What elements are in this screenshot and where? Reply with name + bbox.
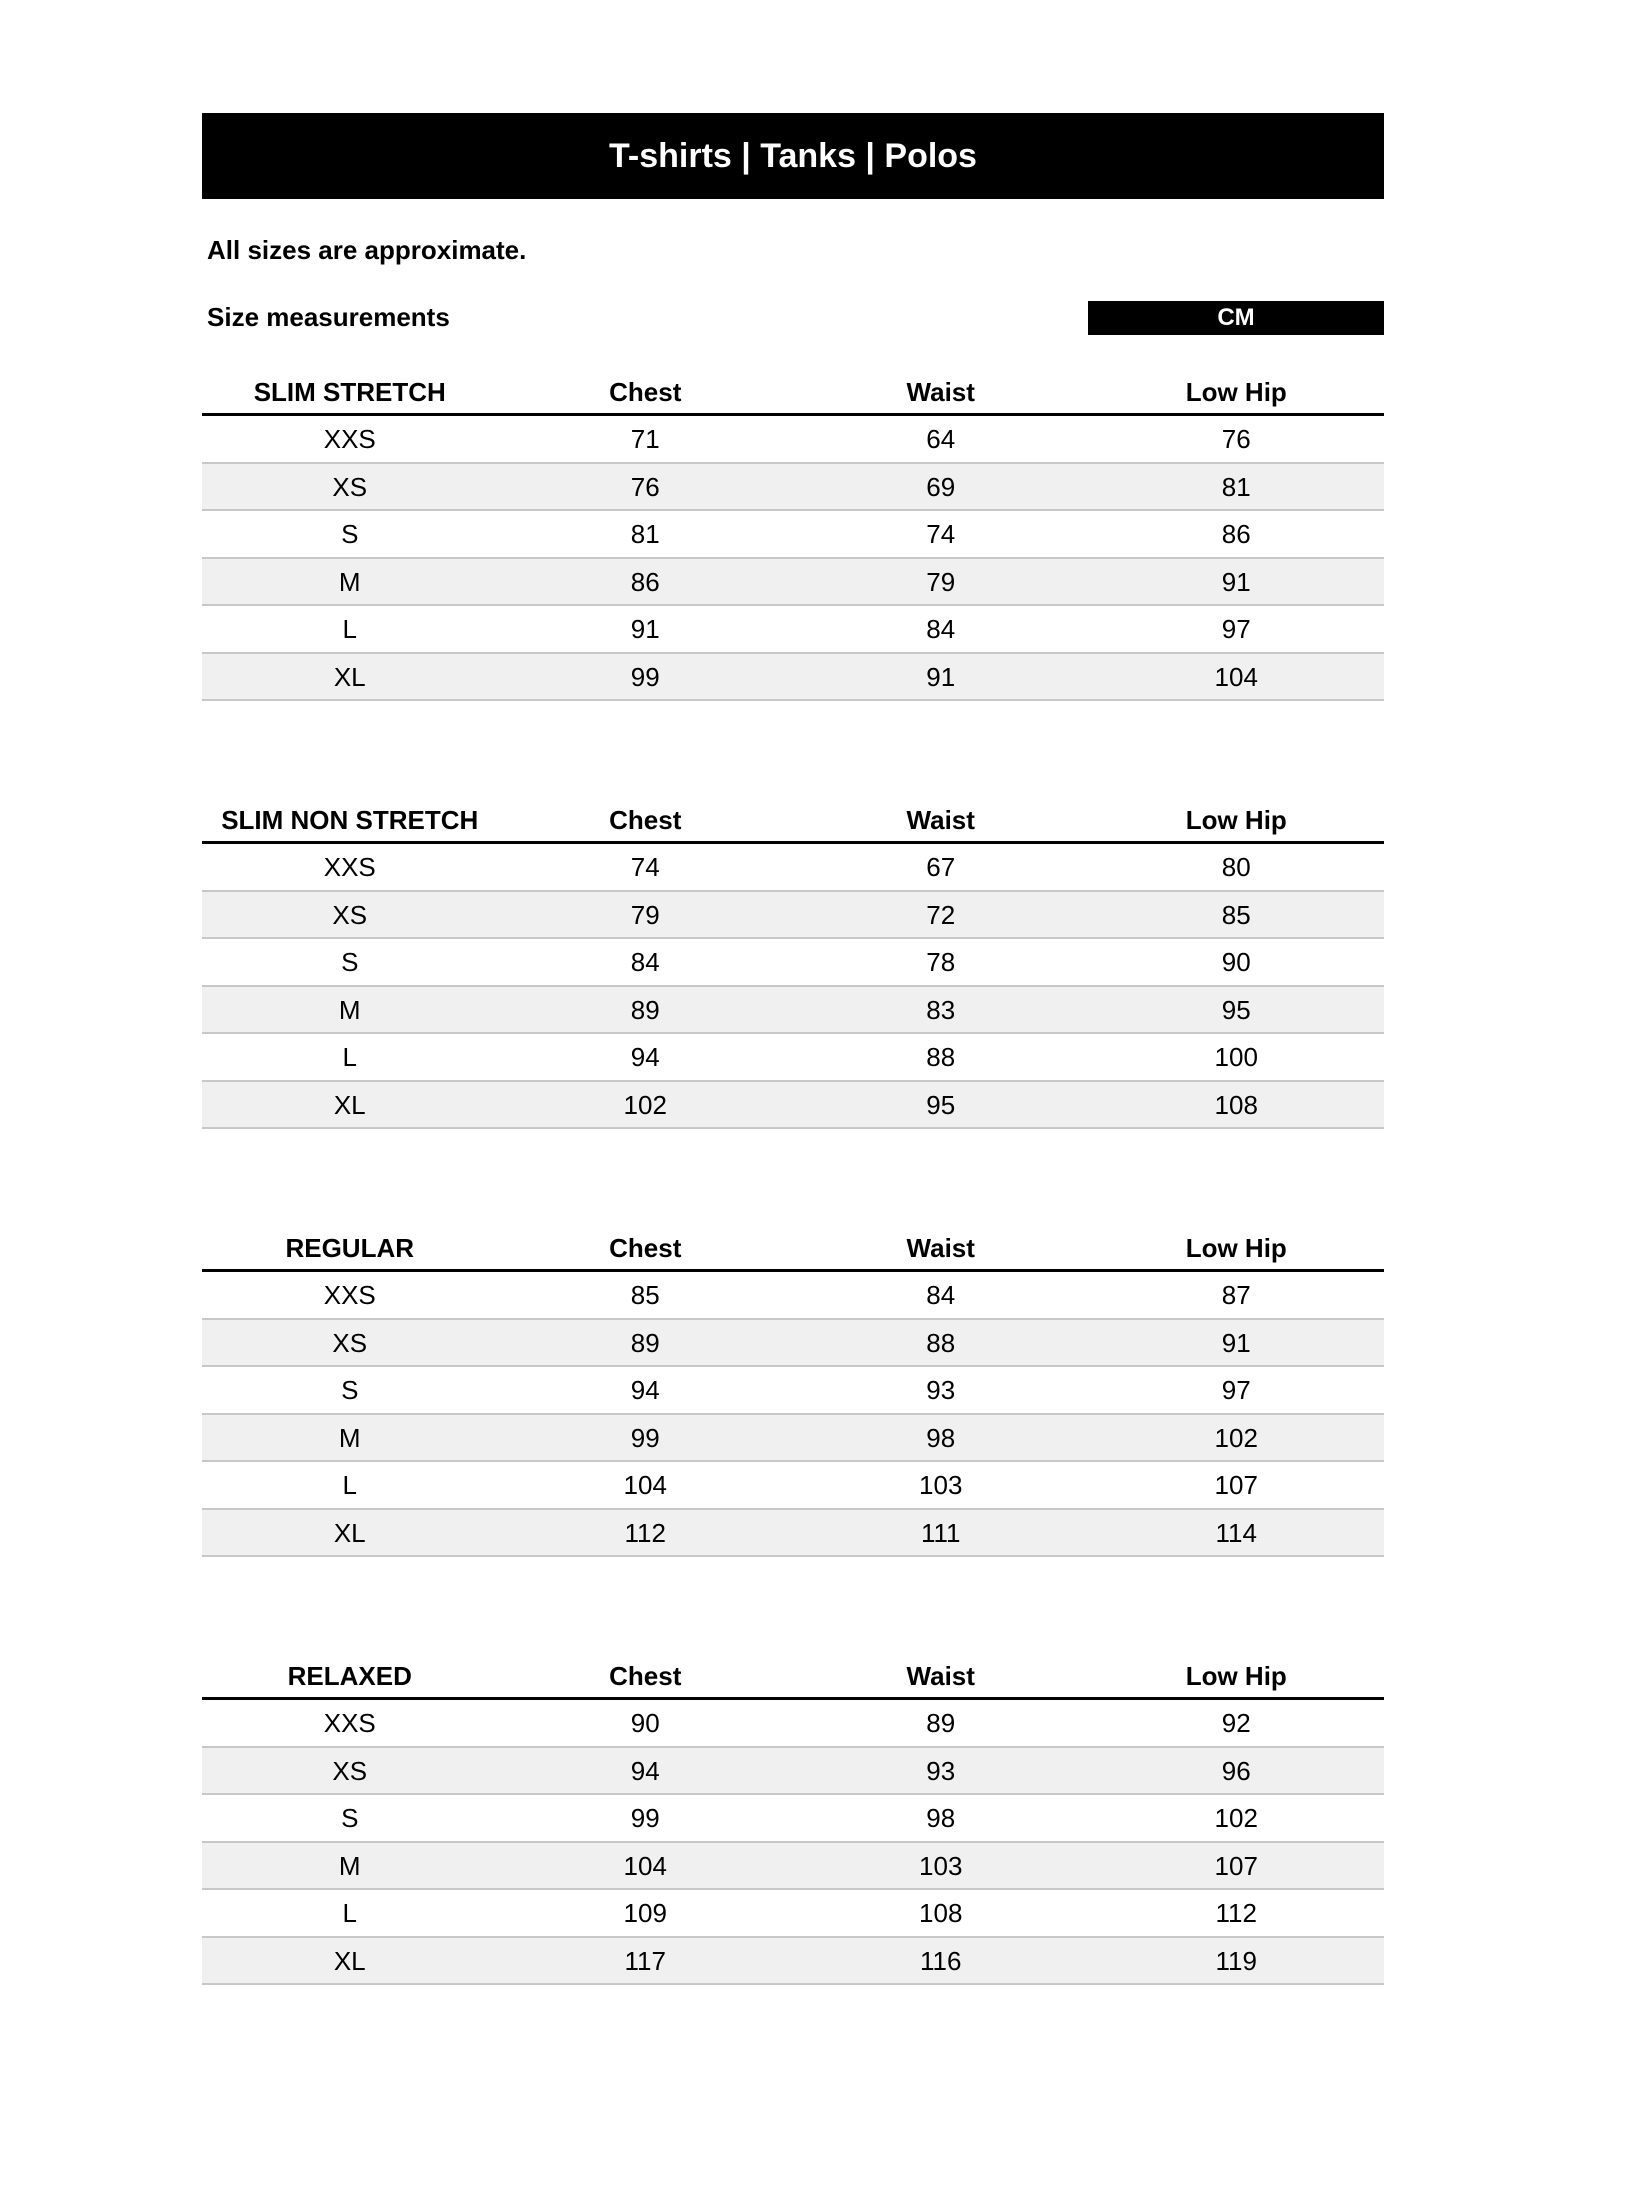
table-row [202, 1748, 1384, 1796]
size-table-regular [202, 1228, 1384, 1557]
table-header-row [202, 1228, 1384, 1272]
low-hip-cell: 97 [1221, 1375, 1251, 1405]
waist-cell: 103 [919, 1850, 963, 1881]
size-cell: M [338, 1422, 361, 1453]
low-hip-cell: 104 [1214, 661, 1258, 692]
chest-cell: 86 [630, 566, 660, 597]
fit-name-header: SLIM NON STRETCH [221, 805, 479, 835]
size-cell: XL [333, 1517, 366, 1548]
fit-name-header: SLIM STRETCH [253, 377, 446, 407]
chest-cell: 102 [623, 1089, 667, 1120]
table-row [202, 416, 1384, 464]
low-hip-cell: 102 [1214, 1422, 1258, 1453]
waist-cell: 67 [926, 852, 956, 882]
table-row [202, 1034, 1384, 1082]
low-hip-cell: 80 [1221, 852, 1251, 882]
size-cell: XS [332, 471, 368, 502]
waist-cell: 88 [926, 1042, 956, 1072]
size-cell: M [338, 1850, 361, 1881]
chest-cell: 81 [630, 519, 660, 549]
table-header-row [202, 800, 1384, 844]
chest-cell: 112 [624, 1517, 666, 1548]
table-row [202, 559, 1384, 607]
table-row [202, 1272, 1384, 1320]
low-hip-header: Low Hip [1185, 1661, 1287, 1691]
low-hip-header: Low Hip [1185, 1233, 1287, 1263]
table-row [202, 939, 1384, 987]
low-hip-cell: 76 [1221, 424, 1251, 454]
low-hip-cell: 100 [1214, 1042, 1258, 1072]
waist-cell: 108 [919, 1898, 963, 1928]
table-header-row [202, 1656, 1384, 1700]
fit-name-header: REGULAR [285, 1233, 415, 1263]
unit-label: CM [1217, 304, 1255, 331]
low-hip-cell: 112 [1215, 1898, 1257, 1928]
waist-header: Waist [906, 377, 975, 407]
table-row [202, 1082, 1384, 1130]
page-title: T-shirts | Tanks | Polos [609, 136, 977, 175]
waist-cell: 88 [926, 1327, 956, 1358]
waist-cell: 103 [919, 1470, 963, 1500]
waist-cell: 84 [926, 614, 956, 644]
waist-cell: 111 [920, 1517, 961, 1548]
chest-cell: 117 [624, 1945, 666, 1976]
table-row [202, 464, 1384, 512]
chest-cell: 89 [630, 994, 660, 1025]
table-row [202, 987, 1384, 1035]
table-row [202, 1510, 1384, 1558]
table-row [202, 1938, 1384, 1986]
waist-cell: 78 [926, 947, 956, 977]
waist-cell: 95 [926, 1089, 956, 1120]
chest-cell: 94 [630, 1042, 660, 1072]
chest-header: Chest [609, 1661, 682, 1691]
low-hip-cell: 96 [1221, 1755, 1251, 1786]
table-row [202, 1843, 1384, 1891]
size-cell: XXS [323, 1708, 376, 1738]
fit-name-header: RELAXED [287, 1661, 412, 1691]
chest-header: Chest [609, 805, 682, 835]
waist-cell: 98 [926, 1422, 956, 1453]
low-hip-cell: 85 [1221, 899, 1251, 930]
low-hip-header: Low Hip [1185, 377, 1287, 407]
unit-badge [1088, 301, 1384, 335]
size-cell: XXS [323, 1280, 376, 1310]
size-cell: S [341, 1375, 359, 1405]
table-row [202, 1890, 1384, 1938]
low-hip-cell: 86 [1221, 519, 1251, 549]
low-hip-cell: 107 [1214, 1470, 1258, 1500]
waist-cell: 93 [926, 1375, 956, 1405]
size-table-slim-non-stretch [202, 800, 1384, 1129]
waist-header: Waist [906, 1661, 975, 1691]
low-hip-cell: 91 [1221, 1327, 1251, 1358]
low-hip-cell: 102 [1214, 1803, 1258, 1833]
size-table-relaxed [202, 1656, 1384, 1985]
chest-cell: 104 [623, 1850, 667, 1881]
waist-cell: 91 [926, 661, 956, 692]
low-hip-cell: 87 [1221, 1280, 1251, 1310]
low-hip-cell: 81 [1221, 471, 1251, 502]
low-hip-cell: 91 [1221, 566, 1251, 597]
size-cell: L [342, 1042, 357, 1072]
waist-cell: 89 [926, 1708, 956, 1738]
size-cell: S [341, 947, 359, 977]
waist-cell: 84 [926, 1280, 956, 1310]
size-cell: XS [332, 899, 368, 930]
low-hip-cell: 114 [1215, 1517, 1257, 1548]
table-row [202, 606, 1384, 654]
chest-header: Chest [609, 377, 682, 407]
table-row [202, 654, 1384, 702]
chest-cell: 94 [630, 1375, 660, 1405]
chest-cell: 71 [630, 424, 660, 454]
chest-cell: 104 [623, 1470, 667, 1500]
table-row [202, 1320, 1384, 1368]
waist-cell: 74 [926, 519, 956, 549]
table-row [202, 892, 1384, 940]
chest-cell: 91 [630, 614, 660, 644]
waist-cell: 72 [926, 899, 956, 930]
size-cell: S [341, 1803, 359, 1833]
low-hip-cell: 107 [1214, 1850, 1258, 1881]
waist-cell: 116 [920, 1945, 962, 1976]
waist-header: Waist [906, 1233, 975, 1263]
low-hip-cell: 97 [1221, 614, 1251, 644]
low-hip-cell: 92 [1221, 1708, 1251, 1738]
waist-cell: 69 [926, 471, 956, 502]
size-cell: L [342, 614, 357, 644]
table-row [202, 1367, 1384, 1415]
table-row [202, 1795, 1384, 1843]
size-cell: XXS [323, 424, 376, 454]
size-cell: XS [332, 1327, 368, 1358]
low-hip-header: Low Hip [1185, 805, 1287, 835]
table-header-row [202, 372, 1384, 416]
waist-cell: 83 [926, 994, 956, 1025]
size-cell: XL [333, 1945, 366, 1976]
table-row [202, 1462, 1384, 1510]
chest-cell: 76 [630, 471, 660, 502]
chest-cell: 74 [630, 852, 660, 882]
size-cell: XL [333, 1089, 366, 1120]
size-cell: M [338, 566, 361, 597]
chest-cell: 84 [630, 947, 660, 977]
size-cell: L [342, 1470, 357, 1500]
chest-cell: 79 [630, 899, 660, 930]
size-cell: L [342, 1898, 357, 1928]
size-cell: XS [332, 1755, 368, 1786]
waist-header: Waist [906, 805, 975, 835]
size-measurements-label: Size measurements [207, 302, 450, 332]
chest-cell: 90 [630, 1708, 660, 1738]
low-hip-cell: 90 [1221, 947, 1251, 977]
table-row [202, 844, 1384, 892]
chest-cell: 99 [630, 1803, 660, 1833]
page-title-banner [202, 113, 1384, 199]
chest-cell: 94 [630, 1755, 660, 1786]
chest-cell: 99 [630, 661, 660, 692]
waist-cell: 93 [926, 1755, 956, 1786]
chest-cell: 89 [630, 1327, 660, 1358]
chest-cell: 85 [630, 1280, 660, 1310]
approximate-sizes-note: All sizes are approximate. [207, 235, 527, 265]
low-hip-cell: 119 [1215, 1945, 1257, 1976]
table-row [202, 511, 1384, 559]
waist-cell: 64 [926, 424, 956, 454]
low-hip-cell: 95 [1221, 994, 1251, 1025]
chest-cell: 99 [630, 1422, 660, 1453]
size-cell: M [338, 994, 361, 1025]
size-cell: XXS [323, 852, 376, 882]
size-cell: S [341, 519, 359, 549]
waist-cell: 79 [926, 566, 956, 597]
table-row [202, 1415, 1384, 1463]
chest-cell: 109 [623, 1898, 667, 1928]
size-cell: XL [333, 661, 366, 692]
table-row [202, 1700, 1384, 1748]
size-table-slim-stretch [202, 372, 1384, 701]
low-hip-cell: 108 [1214, 1089, 1258, 1120]
chest-header: Chest [609, 1233, 682, 1263]
waist-cell: 98 [926, 1803, 956, 1833]
